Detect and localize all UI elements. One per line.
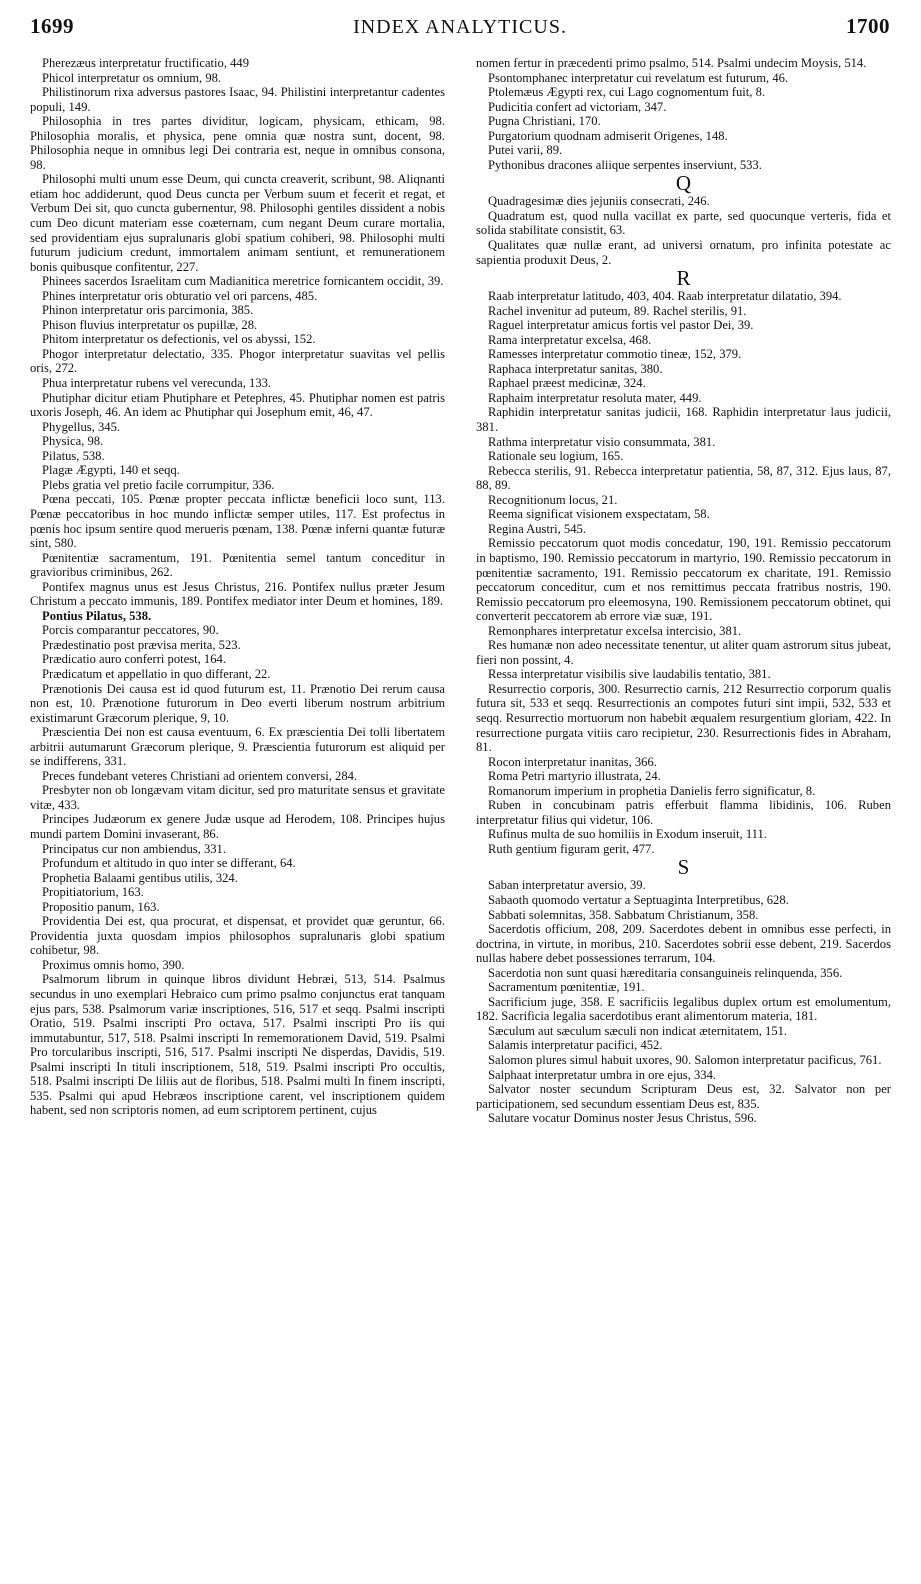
index-entry: Remissio peccatorum quot modis concedatur, 190, 191. Remissio peccatorum in baptismo, 190. Remissio peccatorum in martyrio, 190. Remissio peccatorum in pœnitentiæ sacramento, 191. Remissio peccatorum ex charitate, 191. Remissio peccatorum conceditur, cum et nos remittimus peccata fratribus nostris, 190. Remissio peccatorum pro eleemosyna, 190. Remissionem peccatorum obtinet, qui converterit peccatorem ab errore viæ suæ, 191. bbox=[476, 536, 891, 624]
index-entry: Philosophi multi unum esse Deum, qui cuncta creaverit, scribunt, 98. Aliqnanti etiam hoc addiderunt, quod Deus cuncta per Verbum suum et fecerit et regat, et Verbum Dei sit, quo cuncta gubernentur, 98. Philosophi gentiles dissident a nobis cum Deo dicunt materiam esse coæternam, cum negant Deum curare mortalia, sed providentiam ejus supralunaris globi spatium cohiberi, 98. Philosophi multi futurum judicium credunt, immortalem animam sentiunt, et remunerationem bonis quibusque confitentur, 227. bbox=[30, 172, 445, 274]
index-entry: Phua interpretatur rubens vel verecunda, 133. bbox=[42, 376, 272, 391]
index-entry: Raphidin interpretatur sanitas judicii, 168. Raphidin interpretatur laus judicii, 381. bbox=[476, 405, 891, 435]
index-entry: Philistinorum rixa adversus pastores Isaac, 94. Philistini interpretantur cadentes populi, 149. bbox=[30, 85, 445, 114]
index-entry: Rama interpretatur excelsa, 468. bbox=[488, 332, 652, 347]
index-entry: Ptolemæus Ægypti rex, cui Lago cognomentum fuit, 8. bbox=[488, 85, 766, 100]
index-entry: Raphaim interpretatur resoluta mater, 449. bbox=[488, 390, 702, 405]
index-entry: Rocon interpretatur inanitas, 366. bbox=[488, 754, 657, 769]
index-entry: Prænotionis Dei causa est id quod futurum est, 11. Prænotio Dei rerum causa non est, 10. Prænotione futurorum in Deo everti liberum nostrum arbitrium existimarunt Græcorum plerique, 9, 10. bbox=[30, 681, 445, 725]
index-entry: Rationale seu logium, 165. bbox=[488, 449, 624, 464]
index-entry: Resurrectio corporis, 300. Resurrectio carnis, 212 Resurrectio corporum qualis futura sit, 533 et seqq. Resurrectionis an compotes futuri sint impii, 532, 533 et seqq. Resurrectio mortuorum non habebit æqualem resurgentium gloriam, 422. In resurrectione purgata vitiis caro recipietur, 230. Resurrectionis fides in Abraham, 81. bbox=[476, 681, 891, 755]
index-entry: Philosophia in tres partes dividitur, logicam, physicam, ethicam, 98. Philosophia moralis, et physica, pene omnia quæ nostra sunt, docent, 98. Philosophia neque in omnibus legi Dei contraria est, neque in omnibus consona, 98. bbox=[30, 114, 445, 172]
index-entry: Propositio panum, 163. bbox=[42, 899, 160, 914]
index-entry: Salphaat interpretatur umbra in ore ejus, 334. bbox=[488, 1067, 717, 1082]
index-entry: Regina Austri, 545. bbox=[488, 521, 586, 536]
index-entry: Sabaoth quomodo vertatur a Septuaginta Interpretibus, 628. bbox=[488, 892, 789, 907]
index-entry: Raab interpretatur latitudo, 403, 404. Raab interpretatur dilatatio, 394. bbox=[488, 289, 842, 304]
index-entry: Pherezæus interpretatur fructificatio, 449 bbox=[42, 56, 250, 70]
index-entry: Prædicatio auro conferri potest, 164. bbox=[42, 652, 226, 667]
index-entry: Phogor interpretatur delectatio, 335. Phogor interpretatur suavitas vel pellis oris, 272. bbox=[30, 346, 445, 376]
index-entry: Prædestinatio post prævisa merita, 523. bbox=[42, 637, 241, 652]
left-column bbox=[30, 56, 445, 1118]
index-entry: Phitom interpretatur os defectionis, vel os abyssi, 152. bbox=[42, 332, 316, 347]
index-entry: Remonphares interpretatur excelsa intercisio, 381. bbox=[488, 623, 742, 638]
index-entry: Rachel invenitur ad puteum, 89. Rachel sterilis, 91. bbox=[488, 303, 747, 318]
index-entry: Psontomphanec interpretatur cui revelatum est futurum, 46. bbox=[488, 70, 789, 85]
section-letter: R bbox=[676, 266, 691, 291]
index-entry: Purgatorium quodnam admiserit Origenes, 148. bbox=[488, 128, 728, 143]
index-entry: Plagæ Ægypti, 140 et seqq. bbox=[42, 463, 180, 478]
index-entry: Pythonibus dracones aliique serpentes inserviunt, 533. bbox=[488, 157, 762, 172]
index-entry: Prædicatum et appellatio in quo differant, 22. bbox=[42, 666, 271, 681]
index-entry: Pontifex magnus unus est Jesus Christus, 216. Pontifex nullus præter Jesum Christum a peccato immunis, 189. Pontifex mediator inter Deum et homines, 189. bbox=[30, 579, 445, 609]
index-entry: Porcis comparantur peccatores, 90. bbox=[42, 623, 219, 638]
index-entry: Rebecca sterilis, 91. Rebecca interpretatur patientia, 58, 87, 312. Ejus laus, 87, 88, 89. bbox=[476, 463, 891, 493]
index-entry: Salomon plures simul habuit uxores, 90. Salomon interpretatur pacificus, 761. bbox=[488, 1053, 882, 1067]
index-entry: Sacerdotia non sunt quasi hæreditaria consanguineis relinquenda, 356. bbox=[488, 965, 843, 980]
index-entry: Reema significat visionem exspectatam, 58. bbox=[488, 507, 710, 522]
index-entry: nomen fertur in præcedenti primo psalmo, 514. Psalmi undecim Moysis, 514. bbox=[476, 56, 867, 70]
index-entry: Salutare vocatur Dominus noster Jesus Christus, 596. bbox=[488, 1111, 757, 1126]
index-entry: Recognitionum locus, 21. bbox=[488, 492, 618, 507]
index-entry: Qualitates quæ nullæ erant, ad universi ornatum, pro infinita potestate ac sapientia produxit Deus, 2. bbox=[476, 238, 891, 267]
index-entry: Pœna peccati, 105. Pœnæ propter peccata inflictæ beneficii loco sunt, 113. Pœnæ peccatoribus in hoc mundo inflictæ semper utiles, 117. Est profectus in pœnis hoc ipsum sentire quod merueris pœnam, 138. Pœnæ inferni quantæ futuræ sint, 580. bbox=[30, 492, 445, 551]
index-entry: Salvator noster secundum Scripturam Deus est, 32. Salvator non per participationem, sed secundum essentiam Deus est, 835. bbox=[476, 1082, 891, 1111]
index-entry: Physica, 98. bbox=[42, 434, 104, 449]
index-entry: Ruth gentium figuram gerit, 477. bbox=[488, 841, 655, 856]
page-title: INDEX ANALYTICUS. bbox=[353, 16, 567, 38]
index-entry: Salamis interpretatur pacifici, 452. bbox=[488, 1038, 663, 1053]
index-entry: Providentia Dei est, qua procurat, et dispensat, et providet quæ geruntur, 66. Providentia juxta quosdam impios philosophos supralunaris globi spatium cohibetur, 98. bbox=[30, 914, 445, 958]
index-entry: Raphaca interpretatur sanitas, 380. bbox=[488, 361, 663, 376]
index-entry: Sæculum aut sæculum sæculi non indicat æternitatem, 151. bbox=[488, 1023, 788, 1038]
index-entry: Profundum et altitudo in quo inter se differant, 64. bbox=[42, 856, 296, 871]
page-header bbox=[30, 14, 890, 44]
section-letter: Q bbox=[675, 171, 692, 196]
index-entry: Ruben in concubinam patris efferbuit flamma libidinis, 106. Ruben interpretatur filius qui videtur, 106. bbox=[476, 798, 891, 827]
index-entry: Preces fundebant veteres Christiani ad orientem conversi, 284. bbox=[42, 768, 358, 783]
index-entry: Phison fluvius interpretatur os pupillæ, 28. bbox=[42, 317, 258, 332]
index-entry: Prophetia Balaami gentibus utilis, 324. bbox=[42, 870, 238, 885]
index-entry: Phinon interpretatur oris parcimonia, 385. bbox=[42, 303, 254, 318]
index-entry: Rathma interpretatur visio consummata, 381. bbox=[488, 434, 716, 449]
index-entry: Pœnitentiæ sacramentum, 191. Pœnitentia semel tantum conceditur in gravioribus criminibus, 262. bbox=[30, 550, 445, 580]
index-entry: Principatus cur non ambiendus, 331. bbox=[42, 841, 226, 856]
index-entry: Sacramentum pœnitentiæ, 191. bbox=[488, 980, 645, 995]
right-page-number: 1700 bbox=[846, 14, 890, 38]
left-page-number: 1699 bbox=[30, 14, 74, 38]
index-entry: Pugna Christiani, 170. bbox=[488, 114, 601, 129]
index-entry: Præscientia Dei non est causa eventuum, 6. Ex præscientia Dei tolli libertatem arbitrii autumarunt Græcorum plerique, 9. Præscientia futurorum est aliquid per se indifferens, 331. bbox=[30, 725, 445, 769]
right-column bbox=[476, 56, 891, 1126]
index-entry: Phutiphar dicitur etiam Phutiphare et Petephres, 45. Phutiphar nomen est patris uxoris Joseph, 46. An idem ac Phutiphar qui Josephum emit, 46, 47. bbox=[30, 390, 445, 420]
index-entry: Propitiatorium, 163. bbox=[42, 885, 144, 900]
index-entry: Phicol interpretatur os omnium, 98. bbox=[42, 70, 222, 85]
index-entry: Pilatus, 538. bbox=[42, 448, 105, 463]
index-entry: Phygellus, 345. bbox=[42, 419, 121, 434]
index-entry: Sacrificium juge, 358. E sacrificiis legalibus duplex ortum est emolumentum, 182. Sacrificia legalia sacerdotibus erant alimentorum materia, 181. bbox=[476, 994, 891, 1024]
index-entry: Raguel interpretatur amicus fortis vel pastor Dei, 39. bbox=[488, 318, 754, 333]
index-entry: Proximus omnis homo, 390. bbox=[42, 957, 185, 972]
index-entry: Res humanæ non adeo necessitate tenentur, ut aliter quam astrorum situs jubeat, fieri non possint, 4. bbox=[476, 638, 891, 667]
index-entry: Quadratum est, quod nulla vacillat ex parte, sed quocunque verteris, fida et solida stabilitate consistit, 63. bbox=[476, 208, 891, 238]
index-entry: Saban interpretatur aversio, 39. bbox=[488, 878, 646, 893]
section-letter: S bbox=[677, 855, 690, 880]
index-entry: Quadragesimæ dies jejuniis consecrati, 246. bbox=[488, 194, 710, 209]
index-entry: Phines interpretatur oris obturatio vel ori parcens, 485. bbox=[42, 288, 318, 303]
index-entry: Raphael præest medicinæ, 324. bbox=[488, 376, 646, 391]
index-entry: Rufinus multa de suo homiliis in Exodum inseruit, 111. bbox=[488, 827, 767, 842]
index-entry: Sabbati solemnitas, 358. Sabbatum Christianum, 358. bbox=[488, 907, 759, 922]
index-entry: Roma Petri martyrio illustrata, 24. bbox=[488, 769, 661, 784]
index-entry: Plebs gratia vel pretio facile corrumpitur, 336. bbox=[42, 477, 275, 492]
index-entry: Sacerdotis officium, 208, 209. Sacerdotes debent in omnibus esse perfecti, in doctrina, in virtute, in moribus, 210. Sacerdotes sobrii esse debent, 219. Sacerdos nullas habere debet possessiones terrarum, 104. bbox=[476, 922, 891, 966]
index-entry: Pudicitia confert ad victoriam, 347. bbox=[488, 99, 667, 114]
index-entry: Putei varii, 89. bbox=[488, 143, 563, 158]
index-entry: Principes Judæorum ex genere Judæ usque ad Herodem, 108. Principes hujus mundi partem Domini invaserant, 86. bbox=[30, 812, 445, 841]
index-entry: Romanorum imperium in prophetia Danielis ferro significatur, 8. bbox=[488, 783, 816, 798]
index-entry: Pontius Pilatus, 538. bbox=[42, 608, 152, 623]
index-entry: Phinees sacerdos Israelitam cum Madianitica meretrice fornicantem occidit, 39. bbox=[42, 274, 444, 289]
index-entry: Ressa interpretatur visibilis sive laudabilis tentatio, 381. bbox=[488, 667, 771, 682]
index-entry: Ramesses interpretatur commotio tineæ, 152, 379. bbox=[488, 347, 742, 362]
index-entry: Presbyter non ob longævam vitam dicitur, sed pro maturitate sensus et gravitate vitæ, 433. bbox=[30, 783, 445, 812]
index-entry: Psalmorum librum in quinque libros dividunt Hebræi, 513, 514. Psalmus secundus in uno exemplari Hebraico cum primo psalmo conjunctus erat tanquam ejus pars, 538. Psalmorum variæ inscriptiones, 516, 517 et seqq. Psalmi inscripti Oratio, 519. Psalmi inscripti Pro octava, 517. Psalmi inscripti Pro iis qui immutabuntur, 517, 518. Psalmi inscripti In rememorationem David, 519. Psalmi Pro torcularibus inscripti, 516, 517. Psalmi inscripti Ne disperdas, Davidis, 519. Psalmi inscripti In tituli inscriptionem, 518, 519. Psalmi inscripti Pro occultis, 518. Psalmi inscripti De liliis aut de floribus, 518. Psalmi multi In finem inscripti, 535. Psalmi qui apud Hebræos inscriptione carent, vel inscriptionem quidem habent, sed non scriptoris nomen, ad eum scriptorem pertinent, cujus bbox=[30, 972, 445, 1118]
